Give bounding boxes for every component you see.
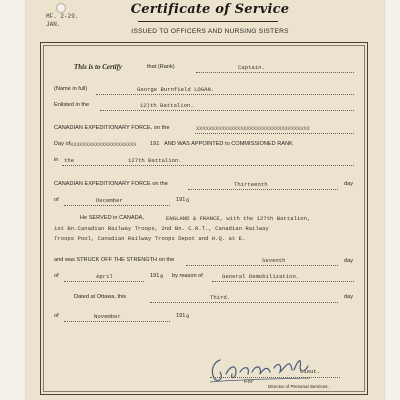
struck-line xyxy=(186,265,338,266)
of1-value: December xyxy=(96,197,123,204)
cef-line xyxy=(195,133,354,134)
of3-value: November xyxy=(94,313,121,320)
of2-line xyxy=(64,281,144,282)
struck-day: day xyxy=(344,258,354,264)
reason-label: by reason of xyxy=(172,273,203,279)
signature-title: Director of Personal Services. xyxy=(268,384,329,389)
of3-year-digit: 9 xyxy=(186,313,190,320)
served-label: He SERVED in CANADA, xyxy=(80,215,144,221)
dated-value: Third. xyxy=(210,294,231,301)
signature-line xyxy=(210,377,340,378)
certificate-title: Certificate of Service xyxy=(130,2,290,17)
year-label: 191 xyxy=(150,141,160,147)
day-label: Day of xyxy=(54,141,71,147)
of2-year: 191 xyxy=(150,273,160,279)
cef2-label: CANADIAN EXPEDITIONARY FORCE on the xyxy=(54,181,168,187)
name-value: George Burnfield LOGAN. xyxy=(137,86,215,93)
rank-line xyxy=(196,72,354,73)
day-value: XXXXXXXXXXXXXXXXXXXXX xyxy=(70,141,137,148)
certificate-subtitle: ISSUED TO OFFICERS AND NURSING SISTERS xyxy=(131,28,289,35)
of1-year-digit: 6 xyxy=(186,197,190,204)
cef2-day: day xyxy=(344,181,354,187)
name-line xyxy=(96,94,354,95)
name-label: (Name in full) xyxy=(54,86,88,92)
enlisted-label: Enlisted in the xyxy=(54,102,90,108)
of2-label: of xyxy=(54,273,59,279)
dated-label: Dated at Ottawa, this xyxy=(74,294,127,300)
signature-rank: Lieut. xyxy=(300,368,321,375)
punch-hole xyxy=(56,3,66,13)
of3-line xyxy=(64,321,170,322)
form-code: MF. 2-29. JAN. xyxy=(46,13,79,28)
title-underline xyxy=(138,21,278,22)
served-value-2: 1st Bn.Canadian Railway Troops, 2nd Bn. C.R.T., Canadian Railway xyxy=(54,225,269,232)
dated-day: day xyxy=(344,294,354,300)
certify-label: This is to Certify xyxy=(74,63,123,71)
reason-value: General Demobilization. xyxy=(222,273,300,280)
cef-value: XXXXXXXXXXXXXXXXXXXXXXXXXXXXXXXXXXXX xyxy=(196,125,310,132)
in-value-prefix: the xyxy=(64,157,75,164)
served-value-1: ENGLAND & FRANCE, with the 127th Battalion, xyxy=(166,215,311,222)
of2-year-digit: 9 xyxy=(160,273,164,280)
cef2-line xyxy=(188,189,338,190)
enlisted-value: 12)th Battalion. xyxy=(140,102,194,109)
of1-line xyxy=(64,205,170,206)
dated-line xyxy=(150,302,338,303)
of3-label: of xyxy=(54,313,59,319)
struck-value: Seventh xyxy=(262,257,286,264)
of1-label: of xyxy=(54,197,59,203)
rank-label: that (Rank) xyxy=(147,64,175,70)
in-label: in xyxy=(54,157,59,163)
appointed-label: AND WAS APPOINTED to COMMISSIONED RANK xyxy=(164,141,293,147)
served-value-3: Troops Pool, Canadian Railway Troops Depot and H.Q. at E. xyxy=(54,235,246,242)
of3-year: 191 xyxy=(176,313,186,319)
signature-for: For xyxy=(244,378,255,385)
of2-value: April xyxy=(96,273,113,280)
reason-line xyxy=(212,281,354,282)
struck-label: and was STRUCK OFF THE STRENGTH on the xyxy=(54,257,175,263)
cef-label: CANADIAN EXPEDITIONARY FORCE, on the xyxy=(54,125,170,131)
enlisted-line xyxy=(100,110,354,111)
of1-year: 191 xyxy=(176,197,186,203)
rank-value: Captain. xyxy=(238,64,265,71)
in-line xyxy=(62,165,354,166)
cef2-value: Thirteenth xyxy=(234,181,268,188)
in-value: 127th Battalion. xyxy=(128,157,182,164)
